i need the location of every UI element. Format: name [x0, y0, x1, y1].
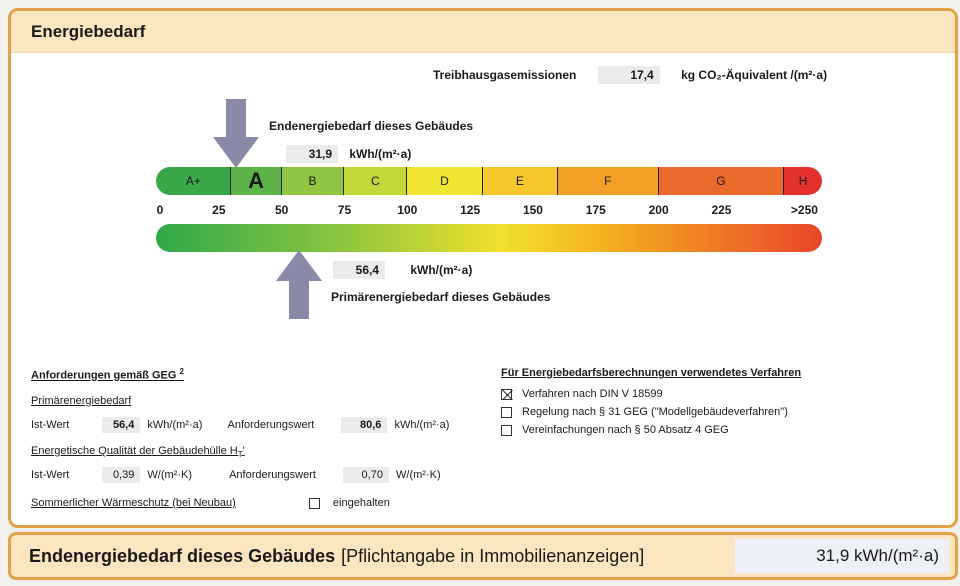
- scale-tick-label: 150: [522, 203, 543, 217]
- primary-anf-label: Anforderungswert: [227, 419, 315, 431]
- footer-title: Endenergiebedarf dieses Gebäudes: [29, 545, 336, 566]
- primary-energy-row: [333, 261, 472, 279]
- scale-tick-label: 225: [711, 203, 732, 217]
- energy-class-label: G: [716, 174, 726, 188]
- end-energy-value: 31,9: [286, 145, 338, 163]
- envelope-anf-unit: W/(m²·K): [396, 469, 441, 481]
- energy-class-f: [558, 167, 659, 195]
- end-energy-unit: kWh/(m²·a): [349, 147, 412, 161]
- summer-row: [31, 497, 471, 509]
- primary-requirements-row: [31, 417, 471, 433]
- requirements-title-text: Anforderungen gemäß GEG: [31, 369, 177, 382]
- primary-ist-unit: kWh/(m²·a): [147, 419, 203, 431]
- end-energy-row: [286, 145, 411, 163]
- energy-class-label: F: [604, 174, 612, 188]
- procedure-option: [501, 403, 788, 421]
- energy-class-label: H: [798, 174, 808, 188]
- procedure-checkbox[interactable]: [501, 389, 512, 400]
- scale-tick-label: 200: [648, 203, 669, 217]
- energy-class-a-plus: [156, 167, 231, 195]
- procedure-label: Regelung nach § 31 GEG ("Modellgebäudeverfahren"): [522, 406, 788, 418]
- energy-class-scale: [156, 167, 822, 195]
- scale-tick-label: 100: [397, 203, 418, 217]
- envelope-title: [31, 445, 245, 459]
- procedure-option: [501, 421, 788, 439]
- energy-class-label: A: [248, 168, 264, 193]
- energy-class-label: E: [515, 174, 524, 188]
- summer-check-label: eingehalten: [332, 497, 390, 509]
- procedure-option: [501, 385, 788, 403]
- primary-ist-label: Ist-Wert: [31, 419, 70, 431]
- emissions-unit: kg CO₂-Äquivalent /(m²·a): [681, 68, 828, 82]
- footer-value: 31,9 kWh/(m²·a): [735, 539, 949, 573]
- summer-checkbox[interactable]: [309, 498, 320, 509]
- footer-subtitle: [Pflichtangabe in Immobilienanzeigen]: [341, 545, 645, 566]
- envelope-title-tail: ': [242, 445, 245, 457]
- procedure-checkbox[interactable]: [501, 425, 512, 436]
- envelope-ist-label: Ist-Wert: [31, 469, 70, 481]
- energy-class-a: [231, 167, 281, 195]
- scale-tick-label: 50: [274, 203, 289, 217]
- panel-title: Energiebedarf: [11, 11, 955, 53]
- energy-class-label: A+: [185, 174, 201, 188]
- envelope-ist-unit: W/(m²·K): [147, 469, 193, 481]
- energy-class-c: [344, 167, 407, 195]
- end-energy-arrow: [212, 99, 260, 169]
- scale-tick-label: 175: [585, 203, 606, 217]
- procedure-checkbox[interactable]: [501, 407, 512, 418]
- primary-energy-value: 56,4: [333, 261, 385, 279]
- scale-tick-label: >250: [790, 203, 818, 217]
- energy-class-b: [282, 167, 345, 195]
- procedure-options: [501, 385, 788, 439]
- scale-tick-label: 0: [156, 203, 164, 217]
- energy-class-e: [483, 167, 558, 195]
- scale-tick-label: 125: [460, 203, 481, 217]
- envelope-ist-value: 0,39: [102, 467, 140, 483]
- envelope-title-text: Energetische Qualität der Gebäudehülle H: [31, 445, 238, 457]
- emissions-row: [433, 66, 827, 84]
- summer-label: Sommerlicher Wärmeschutz (bei Neubau): [31, 497, 236, 509]
- envelope-title-sub: T: [237, 450, 243, 460]
- primary-requirements-title: Primärenergiebedarf: [31, 395, 132, 407]
- energy-class-label: B: [308, 174, 317, 188]
- requirements-title: [31, 367, 184, 382]
- emissions-label: Treibhausgasemissionen: [433, 68, 577, 82]
- end-energy-label: Endenergiebedarf dieses Gebäudes: [269, 119, 474, 133]
- procedure-label: Verfahren nach DIN V 18599: [522, 388, 663, 400]
- primary-energy-scale: [156, 224, 822, 252]
- envelope-row: [31, 467, 471, 483]
- footer-bar: [8, 532, 958, 580]
- energy-class-label: D: [440, 174, 449, 188]
- primary-energy-arrow: [275, 250, 323, 320]
- scale-tick-label: 75: [337, 203, 352, 217]
- primary-energy-unit: kWh/(m²·a): [410, 263, 473, 277]
- scale-tick-label: 25: [212, 203, 226, 217]
- primary-anf-unit: kWh/(m²·a): [394, 419, 450, 431]
- energy-class-h: [784, 167, 822, 195]
- procedure-label: Vereinfachungen nach § 50 Absatz 4 GEG: [522, 424, 729, 436]
- procedures-title: Für Energiebedarfsberechnungen verwendetes Verfahren: [501, 367, 802, 379]
- emissions-value: 17,4: [598, 66, 660, 84]
- envelope-anf-label: Anforderungswert: [229, 469, 316, 481]
- envelope-anf-value: 0,70: [343, 467, 389, 483]
- energy-class-d: [407, 167, 482, 195]
- primary-anf-value: 80,6: [341, 417, 387, 433]
- energy-class-g: [659, 167, 785, 195]
- energy-demand-panel: [8, 8, 958, 528]
- primary-ist-value: 56,4: [102, 417, 140, 433]
- primary-energy-label: Primärenergiebedarf dieses Gebäudes: [331, 290, 551, 304]
- energy-class-label: C: [371, 174, 380, 188]
- requirements-footnote: 2: [179, 367, 184, 376]
